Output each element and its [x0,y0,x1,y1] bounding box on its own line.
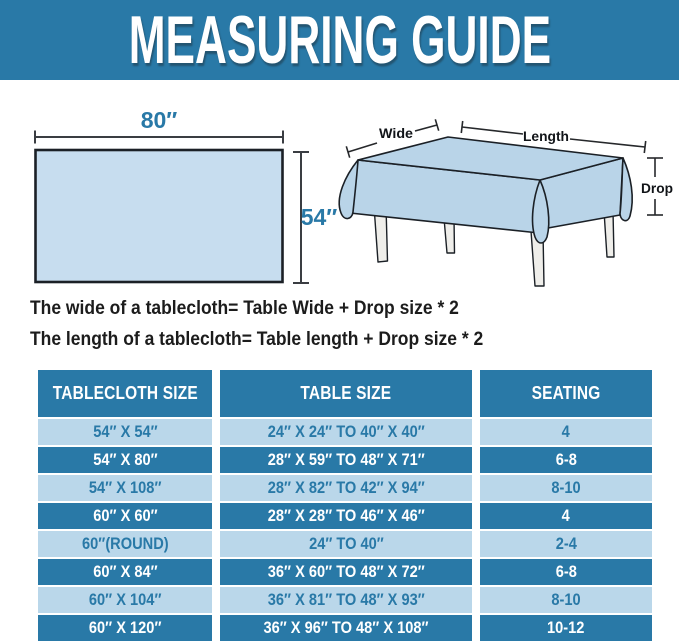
table-header-tablecloth-size: TABLECLOTH SIZE [38,370,212,417]
drop-dimension-label: Drop [641,181,673,196]
table-cell: 24″ X 24″ TO 40″ X 40″ [220,419,472,445]
table-cell: 2-4 [480,531,652,557]
table-cell: 8-10 [480,475,652,501]
table-3d-diagram [330,95,679,295]
table-cell: 6-8 [480,559,652,585]
table-cell: 6-8 [480,447,652,473]
table-cell: 4 [480,503,652,529]
table-cell: 36″ X 81″ TO 48″ X 93″ [220,587,472,613]
table-cell: 10-12 [480,615,652,641]
table-cell: 60″ X 104″ [38,587,212,613]
table-cell: 54″ X 54″ [38,419,212,445]
size-chart-table [38,370,652,641]
formula-length-text: The length of a tablecloth= Table length + Drop size * 2 [30,329,484,350]
header-banner [0,0,679,80]
table-cell: 4 [480,419,652,445]
wide-dimension-label: Wide [379,126,414,141]
length-dimension-label: Length [523,129,569,144]
width-dimension-label: 80″ [140,107,178,133]
table-cell: 24″ TO 40″ [220,531,472,557]
table-cell: 8-10 [480,587,652,613]
table-cell: 36″ X 60″ TO 48″ X 72″ [220,559,472,585]
height-dimension-label: 54″ [300,204,338,230]
cloth-right-corner-drape [620,158,632,221]
page-title: MEASURING GUIDE [128,2,551,78]
formula-wide-text: The wide of a tablecloth= Table Wide + Drop size * 2 [30,298,459,319]
table-header-table-size: TABLE SIZE [220,370,472,417]
table-cell: 60″(ROUND) [38,531,212,557]
table-cell: 28″ X 28″ TO 46″ X 46″ [220,503,472,529]
table-header-seating: SEATING [480,370,652,417]
table-cell: 54″ X 108″ [38,475,212,501]
tablecloth-flat-diagram [25,100,340,295]
table-cell: 60″ X 84″ [38,559,212,585]
tablecloth-rectangle [36,150,283,282]
table-cell: 54″ X 80″ [38,447,212,473]
table-cell: 28″ X 82″ TO 42″ X 94″ [220,475,472,501]
table-cell: 36″ X 96″ TO 48″ X 108″ [220,615,472,641]
table-cell: 28″ X 59″ TO 48″ X 71″ [220,447,472,473]
table-cell: 60″ X 120″ [38,615,212,641]
table-cell: 60″ X 60″ [38,503,212,529]
